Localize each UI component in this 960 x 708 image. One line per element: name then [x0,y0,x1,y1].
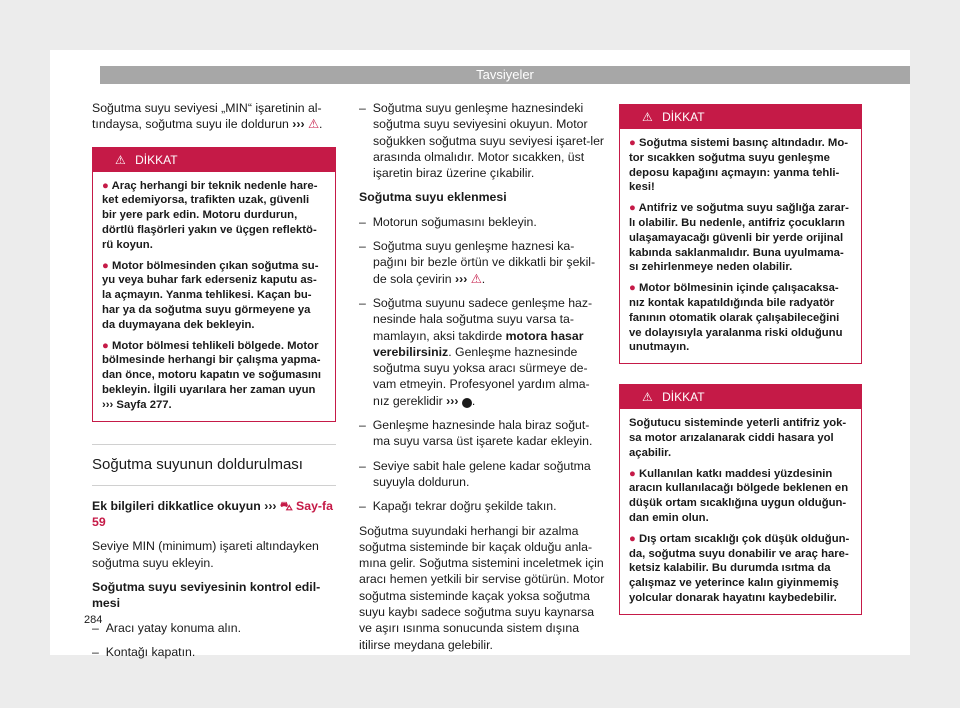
read-info-line: Ek bilgileri dikkatlice okuyun ››› ⛍ Say-fa 59 [92,498,333,530]
list-item: – Soğutma suyu genleşme haznesindeki soğutma suyu seviyesini okuyun. Motor soğukken soğutma suyu seviyesi işaret-ler arasında olmalıdır. Motor sıcakken, üst işaretin biraz üzerine çıkabilir. [359,101,605,181]
column-1 [92,100,336,668]
list-item: – Kapağı tekrar doğru şekilde takın. [359,499,557,514]
page-link[interactable]: ››› Sayfa 277. [102,398,172,411]
warning-triangle-icon: ⚠ [308,117,320,132]
bullet-icon: ● [629,467,636,480]
list-item: – Seviye sabit hale gelene kadar soğutma suyuyla doldurun. [359,458,591,489]
section-title: Soğutma suyunun doldurulması [92,455,303,473]
bullet-icon: ● [629,532,636,545]
bullet-icon: ● [102,259,109,272]
page-header: Tavsiyeler [100,66,910,84]
bullet-icon: ● [629,282,636,295]
warning-box [619,384,862,615]
list-item: – Soğutma suyu genleşme haznesi ka-pağını bir bezle örtün ve dikkatli bir şekil-de sola çevirin ››› ⚠. [359,239,596,286]
warning-box [92,147,336,422]
warning-header: ⚠ DİKKAT [620,385,861,409]
paragraph: Seviye MIN (minimum) işareti altındayken soğutma suyu ekleyin. [92,539,319,570]
warning-triangle-icon: ⚠ [115,152,126,167]
warning-item: ● Soğutma sistemi basınç altındadır. Mo-tor sıcakken soğutma suyu genleşme deposu kapağını açmayın: yanma tehli-kesi! [629,137,848,194]
page-number: 284 [84,614,103,626]
bullet-icon: ● [102,179,109,192]
warning-triangle-icon: ⚠ [642,390,653,405]
warning-body [93,172,335,421]
car-book-icon: ⛍ [279,498,293,513]
info-circle-icon: ! [462,398,472,408]
page [50,50,910,659]
warning-body [620,129,861,363]
warning-intro: Soğutucu sisteminde yeterli antifriz yok-sa motor arızalanarak ciddi hasara yol açabilir. [629,417,847,459]
subsection-title: Soğutma suyu seviyesinin kontrol edil-mesi [92,580,321,611]
column-3 [619,104,862,615]
warning-header: ⚠ DİKKAT [620,105,861,129]
subsection-title: Soğutma suyu eklenmesi [359,190,507,205]
warning-item: ● Motor bölmesi tehlikeli bölgede. Motor bölmesinde herhangi bir çalışma yapma-dan önce, motoru kapatın ve soğumasını bekleyin. İlgili uyarılara her zaman uyun ››› Sayfa 277. [102,339,322,411]
warning-item: ● Araç herhangi bir teknik nedenle hare-ket edemiyorsa, trafikten uzak, güvenli bir yere park edin. Motoru durdurun, dörtlü flaşörleri yakın ve üçgen reflektö-rü koyun. [102,179,318,251]
warning-item: ● Kullanılan katkı maddesi yüzdesinin aracın kullanılacağı bölgede beklenen en düşük ortam sıcaklığına uygun olduğun-dan emin olun. [629,467,849,524]
cross-ref-arrows[interactable]: ››› [292,117,305,132]
warning-triangle-icon: ⚠ [470,271,482,286]
warning-body [620,409,861,614]
list-item: – Genleşme haznesinde hala biraz soğut-ma suyu varsa üst işarete kadar ekleyin. [359,418,593,449]
warning-header: ⚠ DİKKAT [93,148,335,172]
bullet-icon: ● [629,137,636,149]
warning-item: ● Motor bölmesinden çıkan soğutma su-yu veya buhar fark ederseniz kaputu as-la açmayın. Yanma tehlikesi. Kaçan bu-har ya da soğutma suyu görmeyene ya da duymayana dek bekleyin. [102,259,319,331]
bullet-icon: ● [629,202,636,215]
paragraph: Soğutma suyundaki herhangi bir azalma soğutma sisteminde bir kaçak olduğu anla-mına gelir. Soğutma sistemini inceletmek için aracı hemen yetkili bir servise götürün. Motor soğutma sisteminde kaçak yoksa soğutma suyu kaybı sadece soğutma suyu kaynarsa ve aşırı ısınma sonucunda sistem dışına itilirse meydana gelebilir. [359,523,605,652]
list-item: – Motorun soğumasını bekleyin. [359,214,537,229]
list-item: – Soğutma suyunu sadece genleşme haz-nesinde hala soğutma suyu varsa ta-mamlayın, aksi takdirde motora hasar verebilirsiniz. Genleşme haznesinde soğutma suyu yoksa aracı sürmeye de-vam etmeyin. Profesyonel yardım alma-nız gereklidir ››› ! . [359,295,593,408]
intro-paragraph: Soğutma suyu seviyesi „MIN“ işaretinin al-tındaysa, soğutma suyu ile doldurun ››› ⚠. [92,101,323,132]
warning-item: ● Antifriz ve soğutma suyu sağlığa zarar-lı olabilir. Bu nedenle, antifriz çocukların ulaşamayacağı güvenli bir yerde orijinal kabında saklanmalıdır. Buna uyulmama-sı zehirlenmeye neden olabilir. [629,202,849,274]
warning-triangle-icon: ⚠ [642,110,653,124]
section-divider [92,444,336,445]
warning-item: ● Motor bölmesinin içinde çalışacaksa-nız kontak kapatıldığında bile radyatör fanının otomatik olarak çalışabileceğini ve dolayısıyla yaralanma riski olduğunu unutmayın. [629,282,843,354]
bullet-icon: ● [102,339,109,352]
column-2 [359,100,605,661]
list-item: – Aracı yatay konuma alın. [92,620,242,635]
page-link[interactable]: Say-fa 59 [92,498,333,530]
warning-item: ● Dış ortam sıcaklığı çok düşük olduğun-da, soğutma suyu donabilir ve araç hare-ketsiz kalabilir. Bu durumda ısıtma da çalışmaz ve yeterince kalın giyinmemiş yolcular donarak hayatını kaybedebilir. [629,532,850,604]
list-item: – Kontağı kapatın. [92,644,196,659]
section-divider [92,485,336,486]
warning-box [619,104,862,364]
